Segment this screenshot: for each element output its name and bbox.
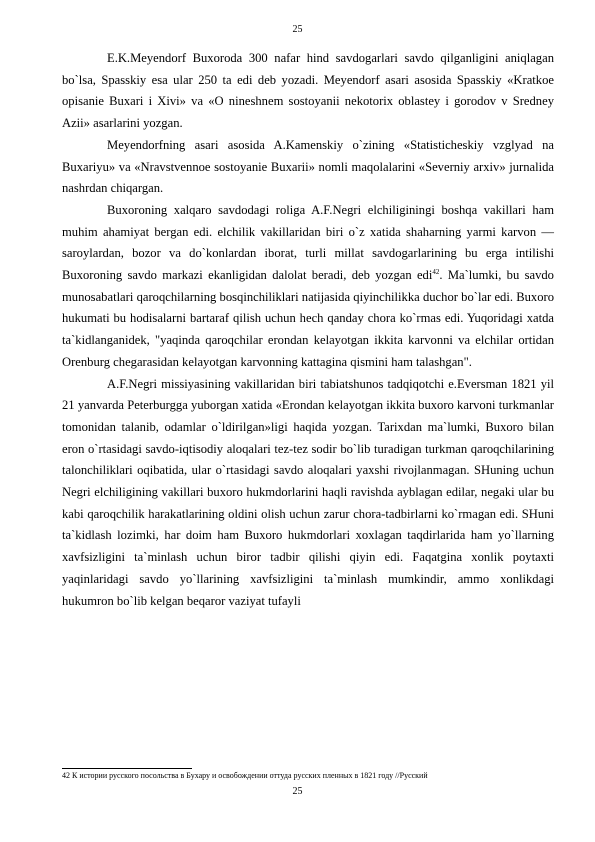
paragraph-4: A.F.Negri missiyasining vakillaridan biri tabiatshunos tadqiqotchi e.Eversman 1821 yil 21 yanvarda Peterburgga yuborgan xatida «Erondan kelayotgan ikkita buxoro karvoni turkmanlar tomonidan talanib, odamlar o`ldirilgan»ligi haqida yozgan. Tarixdan ma`lumki, Buxoro bilan eron o`rtasidagi savdo-iqtisodiy aloqalari tez-tez sodir bo`lib turadigan turkman qaroqchilarining talonchiliklari oqibatida, ular o`rtasidagi savdo aloqalari yaxshi rivojlanmagan. SHuning uchun Negri elchiligining vakillari buxoro hukmdorlarini haqli ravishda ayblagan edilar, negaki ular bu kabi qaroqchilik harakatlarining oldini olish uchun zarur chora-tadbirlarni ko`rmagan edi. SHuni ta`kidlash lozimki, har doim ham Buxoro hukmdorlari xoxlagan taqdirlarida ham yo`llarning xavfsizligini ta`minlash uchun biror tadbir qilishi qiyin edi. Faqatgina xonlik poytaxti yaqinlaridagi savdo yo`llarining xavfsizligini ta`minlash mumkindir, ammo xonlikdagi hukumron bo`lib kelgan beqaror vaziyat tufayli xyxy=(62,376,554,608)
footnote-reference[interactable]: 42 xyxy=(432,267,440,276)
paragraph-3-text-before: Buxoroning xalqaro savdodagi roliga A.F.Negri elchiliginingi boshqa vakillari ham muhim ahamiyat bergan edi. elchilik vakillaridan biri o`z xatida shaharning yarmi karvon — saroylardan, bozor va do`konlardan iborat, turli millat savdogarlarining bu erga intilishi Buxoroning savdo markazi ekanligidan dalolat beradi, deb yozgan edi xyxy=(62,202,554,283)
paragraph-1: E.K.Meyendorf Buxoroda 300 nafar hind savdogarlari savdo qilganligini aniqlagan bo`lsa, Spasskiy esa ular 250 ta edi deb yozadi. Meyendorf asari asosida Spasskiy «Kratkoe opisanie Buxari i Xivi» va «O nineshnem sostoyanii nekotorix oblastey i gorodov v Sredney Azii» asarlarini yozgan. xyxy=(62,51,554,131)
body-text xyxy=(62,48,554,612)
paragraph-2: Meyendorfning asari asosida A.Kamenskiy o`zining «Statisticheskiy vzglyad na Buxariyu» va «Nravstvennoe sostoyanie Buxarii» nomli maqolalarini «Severniy arxiv» jurnalida nashrdan chiqargan. xyxy=(62,137,554,196)
page-number-bottom: 25 xyxy=(292,786,303,797)
footnote-divider xyxy=(62,768,192,769)
footnote: 42 К истории русского посольства в Бухару и освобождении оттуда русских пленных в 1821 году //Русский xyxy=(62,771,428,780)
paragraph-3 xyxy=(62,200,554,374)
page-number-top: 25 xyxy=(292,24,303,35)
paragraph-3-text-after: . Ma`lumki, bu savdo munosabatlari qaroqchilarning bosqinchiliklari natijasida qiyinchilikka duchor bo`lar edi. Buxoro hukumati bu hodisalarni bartaraf qilish uchun hech qanday chora ko`rmas edi. Yuqoridagi xatda ta`kidlanganidek, "yaqinda qaroqchilar erondan kelayotgan ikkita karvonni va elchilar ortidan Orenburg chegarasidan kelayotgan karvonning kattagina qismini ham talashgan". xyxy=(62,268,554,369)
